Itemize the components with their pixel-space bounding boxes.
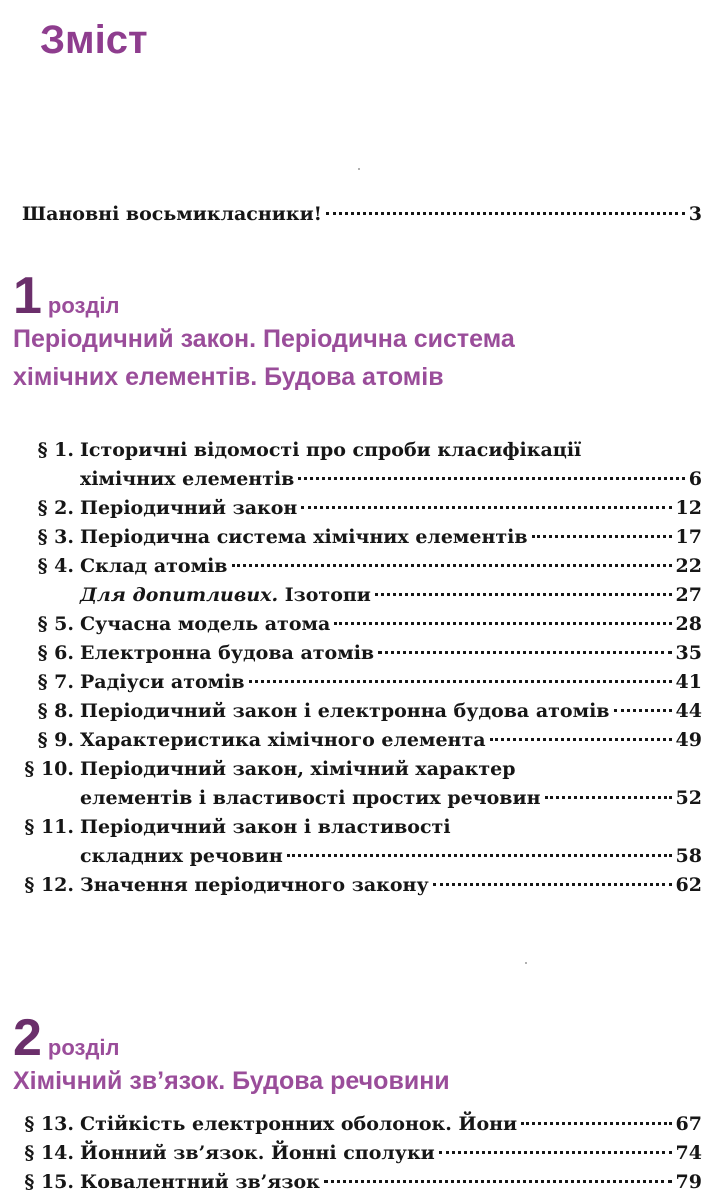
leader-dots bbox=[298, 477, 684, 480]
page-number: 41 bbox=[675, 671, 702, 693]
leader-dots bbox=[324, 1180, 672, 1183]
entry-title: Періодичний закон, хімічний характер bbox=[80, 758, 516, 780]
toc-entry[interactable] bbox=[22, 552, 702, 581]
leader-dots bbox=[232, 564, 672, 567]
entry-title: Періодичний закон і електронна будова атомів bbox=[80, 700, 610, 722]
paragraph-number: § 9. bbox=[37, 729, 74, 751]
leader-dots bbox=[532, 535, 672, 538]
page-number: 12 bbox=[675, 497, 702, 519]
section-number: 1 bbox=[13, 267, 42, 325]
page-number: 22 bbox=[675, 555, 702, 577]
paragraph-number: § 2. bbox=[37, 497, 74, 519]
section-1-toc bbox=[22, 436, 702, 900]
entry-title: Йонний зв’язок. Йонні сполуки bbox=[80, 1142, 435, 1164]
page-number: 49 bbox=[675, 729, 702, 751]
page-number: 52 bbox=[675, 787, 702, 809]
paragraph-number: § 1. bbox=[37, 439, 74, 461]
entry-title: Склад атомів bbox=[80, 555, 228, 577]
paragraph-number: § 14. bbox=[24, 1142, 74, 1164]
entry-title: Періодична система хімічних елементів bbox=[80, 526, 528, 548]
page-number: 62 bbox=[675, 874, 702, 896]
page-number: 27 bbox=[675, 584, 702, 606]
section-1-title bbox=[13, 320, 515, 396]
entry-title: Періодичний закон bbox=[80, 497, 298, 519]
section-2-toc bbox=[22, 1110, 702, 1197]
entry-title: Періодичний закон і властивості bbox=[80, 816, 451, 838]
paragraph-number: § 11. bbox=[24, 816, 74, 838]
leader-dots bbox=[334, 622, 671, 625]
section-title-line: Періодичний закон. Періодична система bbox=[13, 325, 515, 353]
toc-entry[interactable] bbox=[22, 697, 702, 726]
leader-dots bbox=[521, 1122, 671, 1125]
entry-title: Значення періодичного закону bbox=[80, 874, 429, 896]
entry-title: складних речовин bbox=[80, 845, 283, 867]
section-word: розділ bbox=[47, 1035, 120, 1060]
toc-entry[interactable] bbox=[22, 494, 702, 523]
leader-dots bbox=[433, 883, 672, 886]
toc-entry[interactable] bbox=[22, 1168, 702, 1197]
page-number: 44 bbox=[675, 700, 702, 722]
entry-title: елементів і властивості простих речовин bbox=[80, 787, 541, 809]
leader-dots bbox=[249, 680, 672, 683]
speck bbox=[358, 168, 360, 170]
intro-list bbox=[22, 200, 702, 229]
paragraph-number: § 12. bbox=[24, 874, 74, 896]
toc-entry-curious[interactable] bbox=[22, 581, 702, 610]
page-number: 28 bbox=[675, 613, 702, 635]
paragraph-number: § 4. bbox=[37, 555, 74, 577]
entry-title: Шановні восьмикласники! bbox=[22, 203, 323, 225]
section-number: 2 bbox=[13, 1009, 42, 1067]
toc-entry[interactable] bbox=[22, 610, 702, 639]
entry-title: Радіуси атомів bbox=[80, 671, 245, 693]
section-word: розділ bbox=[47, 293, 120, 318]
page-number: 67 bbox=[675, 1113, 702, 1135]
paragraph-number: § 5. bbox=[37, 613, 74, 635]
section-title-line: хімічних елементів. Будова атомів bbox=[13, 363, 444, 391]
paragraph-number: § 10. bbox=[24, 758, 74, 780]
entry-title: Історичні відомості про спроби класифікації bbox=[80, 439, 582, 461]
toc-entry[interactable] bbox=[22, 523, 702, 552]
entry-title: Характеристика хімічного елемента bbox=[80, 729, 486, 751]
page-number: 3 bbox=[688, 203, 702, 225]
entry-title: Ізотопи bbox=[284, 584, 371, 606]
leader-dots bbox=[614, 709, 672, 712]
entry-title: Сучасна модель атома bbox=[80, 613, 331, 635]
speck bbox=[525, 962, 527, 964]
section-2-head bbox=[13, 1009, 120, 1067]
toc-entry[interactable] bbox=[22, 1139, 702, 1168]
paragraph-number: § 15. bbox=[24, 1171, 74, 1193]
section-title-line: Хімічний зв’язок. Будова речовини bbox=[13, 1067, 450, 1095]
page-number: 79 bbox=[675, 1171, 702, 1193]
paragraph-number: § 8. bbox=[37, 700, 74, 722]
toc-entry[interactable] bbox=[22, 871, 702, 900]
toc-entry[interactable] bbox=[22, 813, 702, 871]
page-number: 58 bbox=[675, 845, 702, 867]
section-1-head bbox=[13, 267, 120, 325]
page-heading: Зміст bbox=[40, 18, 148, 62]
leader-dots bbox=[378, 651, 671, 654]
page-number: 35 bbox=[675, 642, 702, 664]
paragraph-number: § 7. bbox=[37, 671, 74, 693]
toc-entry-intro[interactable] bbox=[22, 200, 702, 229]
page-number: 17 bbox=[675, 526, 702, 548]
leader-dots bbox=[545, 796, 672, 799]
toc-entry[interactable] bbox=[22, 436, 702, 494]
leader-dots bbox=[287, 854, 672, 857]
curious-label: Для допитливих. bbox=[80, 584, 279, 606]
leader-dots bbox=[326, 212, 685, 215]
entry-title: хімічних елементів bbox=[80, 468, 295, 490]
leader-dots bbox=[439, 1151, 672, 1154]
entry-title: Стійкість електронних оболонок. Йони bbox=[80, 1113, 518, 1135]
toc-entry[interactable] bbox=[22, 726, 702, 755]
paragraph-number: § 3. bbox=[37, 526, 74, 548]
section-2-title bbox=[13, 1062, 450, 1100]
page-number: 74 bbox=[675, 1142, 702, 1164]
leader-dots bbox=[301, 506, 671, 509]
toc-entry[interactable] bbox=[22, 639, 702, 668]
entry-title: Електронна будова атомів bbox=[80, 642, 375, 664]
leader-dots bbox=[490, 738, 672, 741]
page-number: 6 bbox=[688, 468, 702, 490]
toc-entry[interactable] bbox=[22, 755, 702, 813]
paragraph-number: § 13. bbox=[24, 1113, 74, 1135]
paragraph-number: § 6. bbox=[37, 642, 74, 664]
entry-title: Ковалентний зв’язок bbox=[80, 1171, 320, 1193]
toc-entry[interactable] bbox=[22, 1110, 702, 1139]
leader-dots bbox=[375, 593, 672, 596]
toc-entry[interactable] bbox=[22, 668, 702, 697]
